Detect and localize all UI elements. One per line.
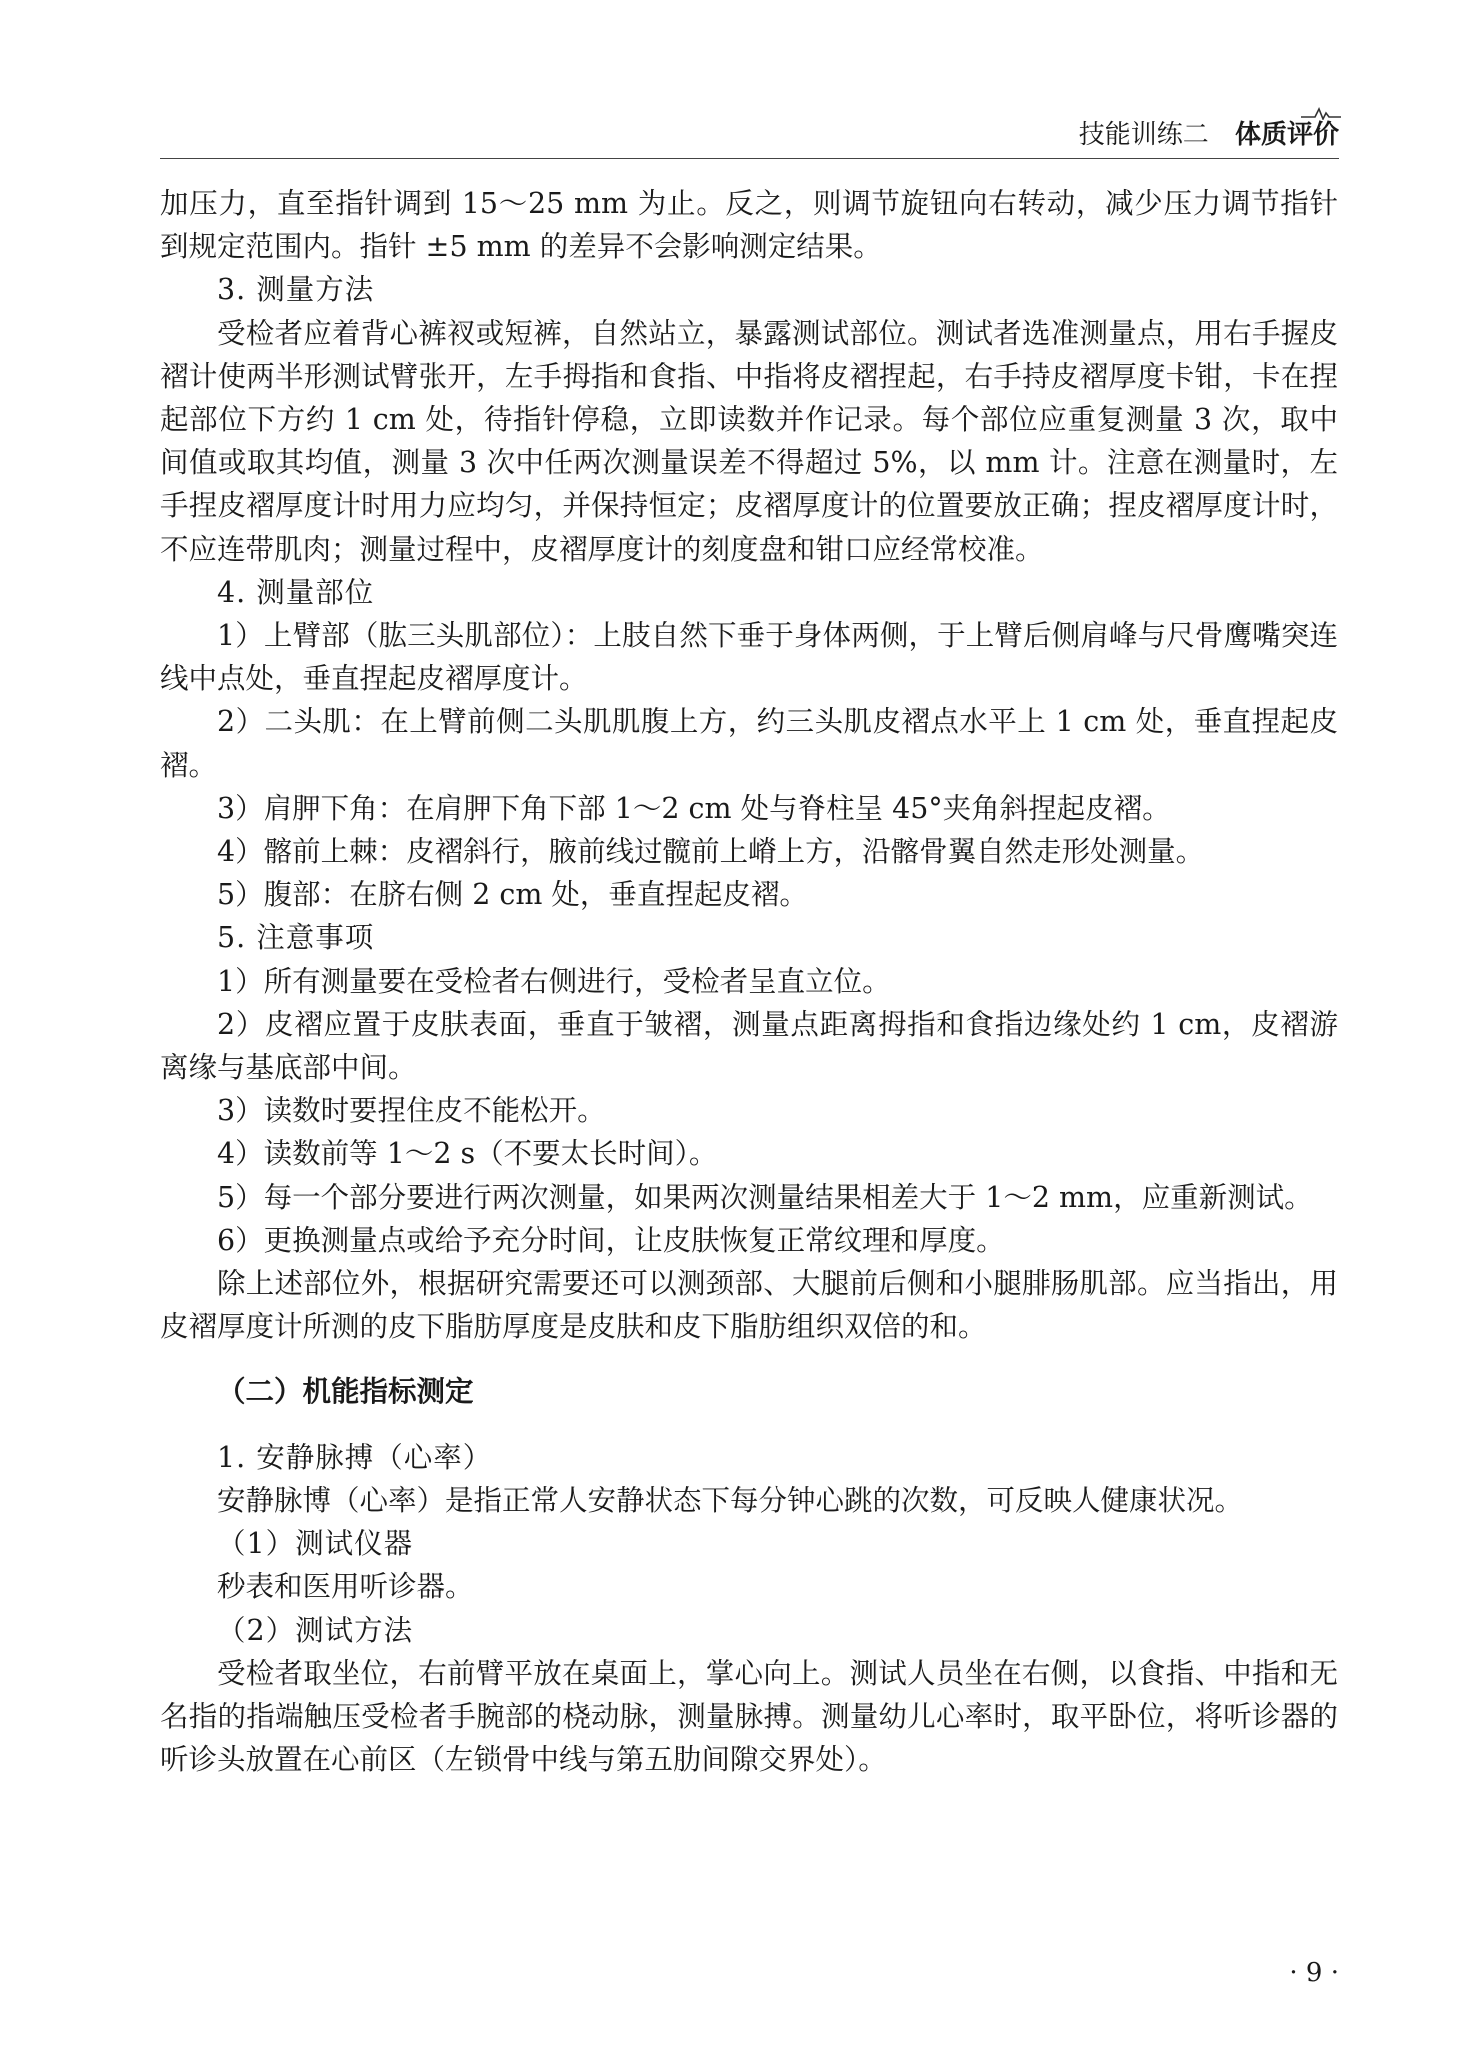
- list-item-precaution-2: 2）皮褶应置于皮肤表面，垂直于皱褶，测量点距离拇指和食指边缘处约 1 cm，皮褶游离缘与基底部中间。: [160, 1007, 1338, 1085]
- list-item-upper-arm: 1）上臂部（肱三头肌部位）：上肢自然下垂于身体两侧，于上臂后侧肩峰与尺骨鹰嘴突连线中点处，垂直捏起皮褶厚度计。: [160, 619, 1338, 696]
- subheading-resting-pulse: 1. 安静脉搏（心率）: [217, 1440, 493, 1474]
- subheading-precautions: 5. 注意事项: [217, 921, 375, 955]
- header-chapter: 技能训练二: [1078, 120, 1209, 150]
- running-header: [1079, 118, 1339, 152]
- list-item-precaution-5: 5）每一个部分要进行两次测量，如果两次测量结果相差大于 1～2 mm，应重新测试。: [217, 1180, 1313, 1214]
- list-item-precaution-3: 3）读数时要捏住皮不能松开。: [217, 1094, 606, 1128]
- page-number: · 9 ·: [1289, 1958, 1339, 1988]
- list-item-subscapular: 3）肩胛下角：在肩胛下角下部 1～2 cm 处与脊柱呈 45°夹角斜捏起皮褶。: [217, 791, 1171, 825]
- subheading-test-instruments: （1）测试仪器: [217, 1527, 414, 1561]
- paragraph-test-method: 受检者取坐位，右前臂平放在桌面上，掌心向上。测试人员坐在右侧，以食指、中指和无名指的指端触压受检者手腕部的桡动脉，测量脉搏。测量幼儿心率时，取平卧位，将听诊器的听诊头放置在心前区（左锁骨中线与第五肋间隙交界处）。: [160, 1656, 1338, 1777]
- subheading-measurement-sites: 4. 测量部位: [217, 575, 375, 609]
- subheading-measurement-method: 3. 测量方法: [217, 273, 375, 307]
- header-rule: [160, 158, 1339, 159]
- paragraph-continuation: 加压力，直至指针调到 15～25 mm 为止。反之，则调节旋钮向右转动，减少压力调节指针到规定范围内。指针 ±5 mm 的差异不会影响测定结果。: [160, 187, 1338, 264]
- paragraph-other-sites: 除上述部位外，根据研究需要还可以测颈部、大腿前后侧和小腿腓肠肌部。应当指出，用皮褶厚度计所测的皮下脂肪厚度是皮肤和皮下脂肪组织双倍的和。: [160, 1267, 1338, 1344]
- list-item-biceps: 2）二头肌：在上臂前侧二头肌肌腹上方，约三头肌皮褶点水平上 1 cm 处，垂直捏起皮褶。: [160, 705, 1338, 782]
- list-item-precaution-4: 4）读数前等 1～2 s（不要太长时间）。: [217, 1137, 718, 1171]
- section-heading-function-indicators: （二）机能指标测定: [217, 1374, 474, 1409]
- subheading-test-method: （2）测试方法: [217, 1613, 414, 1647]
- list-item-precaution-6: 6）更换测量点或给予充分时间，让皮肤恢复正常纹理和厚度。: [217, 1223, 1005, 1257]
- header-subject: 体质评价: [1234, 120, 1339, 150]
- list-item-abdomen: 5）腹部：在脐右侧 2 cm 处，垂直捏起皮褶。: [217, 878, 808, 912]
- paragraph-instruments: 秒表和医用听诊器。: [217, 1570, 474, 1604]
- paragraph-resting-pulse-definition: 安静脉博（心率）是指正常人安静状态下每分钟心跳的次数，可反映人健康状况。: [217, 1483, 1244, 1517]
- paragraph-measurement-method: 受检者应着背心裤衩或短裤，自然站立，暴露测试部位。测试者选准测量点，用右手握皮褶计使两半形测试臂张开，左手拇指和食指、中指将皮褶捏起，右手持皮褶厚度卡钳，卡在捏起部位下方约 1 cm 处，待指针停稳，立即读数并作记录。每个部位应重复测量 3 次，取中间值或取其均值，测量 3 次中任两次测量误差不得超过 5%，以 mm 计。注意在测量时，左手捏皮褶厚度计时用力应均匀，并保持恒定；皮褶厚度计的位置要放正确；捏皮褶厚度计时，不应连带肌肉；测量过程中，皮褶厚度计的刻度盘和钳口应经常校准。: [160, 316, 1338, 566]
- list-item-precaution-1: 1）所有测量要在受检者右侧进行，受检者呈直立位。: [217, 964, 891, 998]
- list-item-suprailiac: 4）髂前上棘：皮褶斜行，腋前线过髋前上嵴上方，沿髂骨翼自然走形处测量。: [217, 835, 1205, 869]
- page-body: [160, 182, 1338, 1781]
